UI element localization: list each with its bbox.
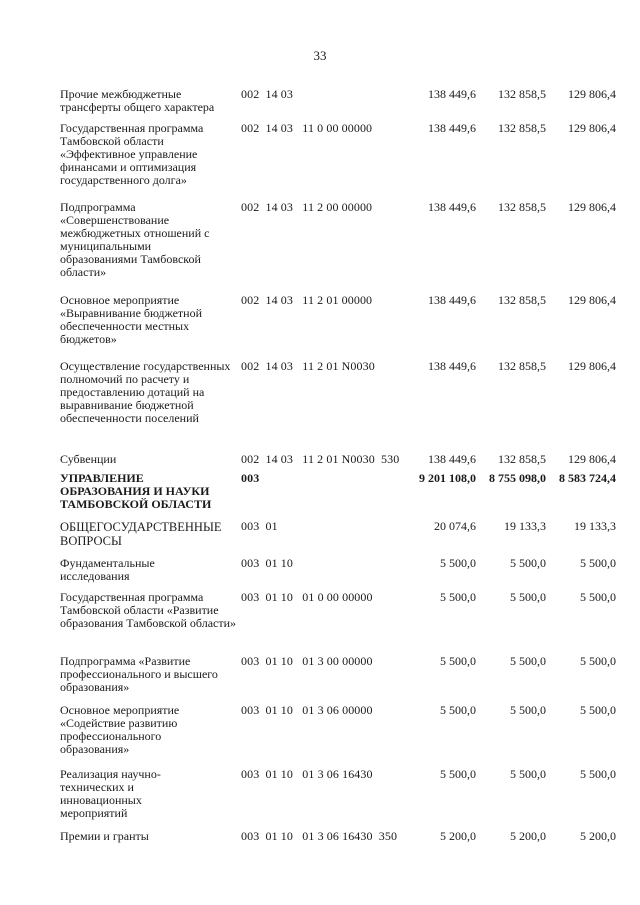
row-amount-1: 9 201 108,0: [419, 471, 476, 485]
row-amount-2: 132 858,5: [498, 359, 546, 373]
row-amount-1: 5 500,0: [440, 590, 476, 604]
row-amount-3: 8 583 724,4: [559, 471, 616, 485]
row-amount-3: 19 133,3: [574, 519, 616, 533]
row-name: Основное мероприятие «Содействие развитию профессионального образования»: [60, 703, 180, 756]
row-amount-3: 129 806,4: [568, 200, 616, 214]
row-amount-2: 132 858,5: [498, 452, 546, 466]
row-amount-1: 5 500,0: [440, 767, 476, 781]
row-amount-3: 5 500,0: [580, 590, 616, 604]
row-code: 002 14 03 11 0 00 00000: [241, 121, 373, 135]
row-amount-1: 138 449,6: [428, 359, 476, 373]
page-number: 33: [313, 48, 327, 63]
row-amount-2: 8 755 098,0: [489, 471, 546, 485]
row-code: 003 01: [241, 519, 278, 533]
row-amount-2: 5 500,0: [510, 703, 546, 717]
row-amount-2: 5 200,0: [510, 829, 546, 843]
row-amount-1: 5 500,0: [440, 654, 476, 668]
row-name: Премии и гранты: [60, 829, 149, 843]
row-name: Осуществление государственных полномочий по расчету и предоставлению дотаций на выравнивание бюджетной обеспеченности поселений: [60, 359, 231, 425]
row-amount-3: 5 500,0: [580, 556, 616, 570]
row-code: 003: [241, 471, 260, 485]
row-amount-1: 5 200,0: [440, 829, 476, 843]
row-amount-2: 5 500,0: [510, 654, 546, 668]
row-code: 002 14 03 11 2 01 N0030 530: [241, 452, 400, 466]
row-amount-1: 138 449,6: [428, 452, 476, 466]
row-amount-3: 5 500,0: [580, 703, 616, 717]
row-amount-1: 138 449,6: [428, 200, 476, 214]
row-amount-2: 132 858,5: [498, 121, 546, 135]
row-amount-1: 5 500,0: [440, 703, 476, 717]
row-amount-2: 5 500,0: [510, 590, 546, 604]
row-amount-2: 19 133,3: [504, 519, 546, 533]
row-amount-1: 5 500,0: [440, 556, 476, 570]
row-amount-1: 20 074,6: [434, 519, 476, 533]
row-name: Государственная программа Тамбовской области «Развитие образования Тамбовской области»: [60, 590, 237, 630]
row-name: ОБЩЕГОСУДАРСТВЕННЫЕ ВОПРОСЫ: [60, 520, 222, 548]
row-name: Субвенции: [60, 452, 117, 466]
row-amount-1: 138 449,6: [428, 87, 476, 101]
row-code: 003 01 10 01 3 06 16430: [241, 767, 373, 781]
row-amount-3: 5 200,0: [580, 829, 616, 843]
row-code: 002 14 03: [241, 87, 293, 101]
row-amount-3: 129 806,4: [568, 293, 616, 307]
row-name: Реализация научно-технических и инновационных мероприятий: [60, 767, 161, 820]
row-amount-3: 5 500,0: [580, 767, 616, 781]
row-code: 002 14 03 11 2 01 00000: [241, 293, 373, 307]
row-amount-1: 138 449,6: [428, 121, 476, 135]
row-amount-3: 129 806,4: [568, 121, 616, 135]
row-amount-1: 138 449,6: [428, 293, 476, 307]
row-name: Основное мероприятие «Выравнивание бюджетной обеспеченности местных бюджетов»: [60, 293, 203, 346]
row-amount-3: 129 806,4: [568, 359, 616, 373]
row-name: Государственная программа Тамбовской области «Эффективное управление финансами и оптимизация государственного долга»: [60, 121, 204, 187]
row-amount-2: 132 858,5: [498, 87, 546, 101]
row-amount-3: 129 806,4: [568, 452, 616, 466]
row-code: 003 01 10 01 3 00 00000: [241, 654, 373, 668]
row-name: Подпрограмма «Развитие профессионального и высшего образования»: [60, 654, 218, 694]
row-amount-3: 129 806,4: [568, 87, 616, 101]
row-name: Подпрограмма «Совершенствование межбюджетных отношений с муниципальными образованиями Тамбовской области»: [60, 200, 210, 279]
row-code: 003 01 10 01 3 06 16430 350: [241, 829, 398, 843]
row-code: 003 01 10: [241, 556, 293, 570]
row-name: Прочие межбюджетные трансферты общего характера: [60, 87, 215, 114]
row-code: 003 01 10 01 0 00 00000: [241, 590, 373, 604]
row-name: Фундаментальные исследования: [60, 556, 155, 583]
row-code: 002 14 03 11 2 01 N0030: [241, 359, 375, 373]
row-amount-2: 5 500,0: [510, 556, 546, 570]
row-amount-2: 132 858,5: [498, 200, 546, 214]
row-name: УПРАВЛЕНИЕ ОБРАЗОВАНИЯ И НАУКИ ТАМБОВСКОЙ ОБЛАСТИ: [60, 471, 212, 511]
row-amount-2: 132 858,5: [498, 293, 546, 307]
row-amount-3: 5 500,0: [580, 654, 616, 668]
row-code: 002 14 03 11 2 00 00000: [241, 200, 373, 214]
row-amount-2: 5 500,0: [510, 767, 546, 781]
row-code: 003 01 10 01 3 06 00000: [241, 703, 373, 717]
